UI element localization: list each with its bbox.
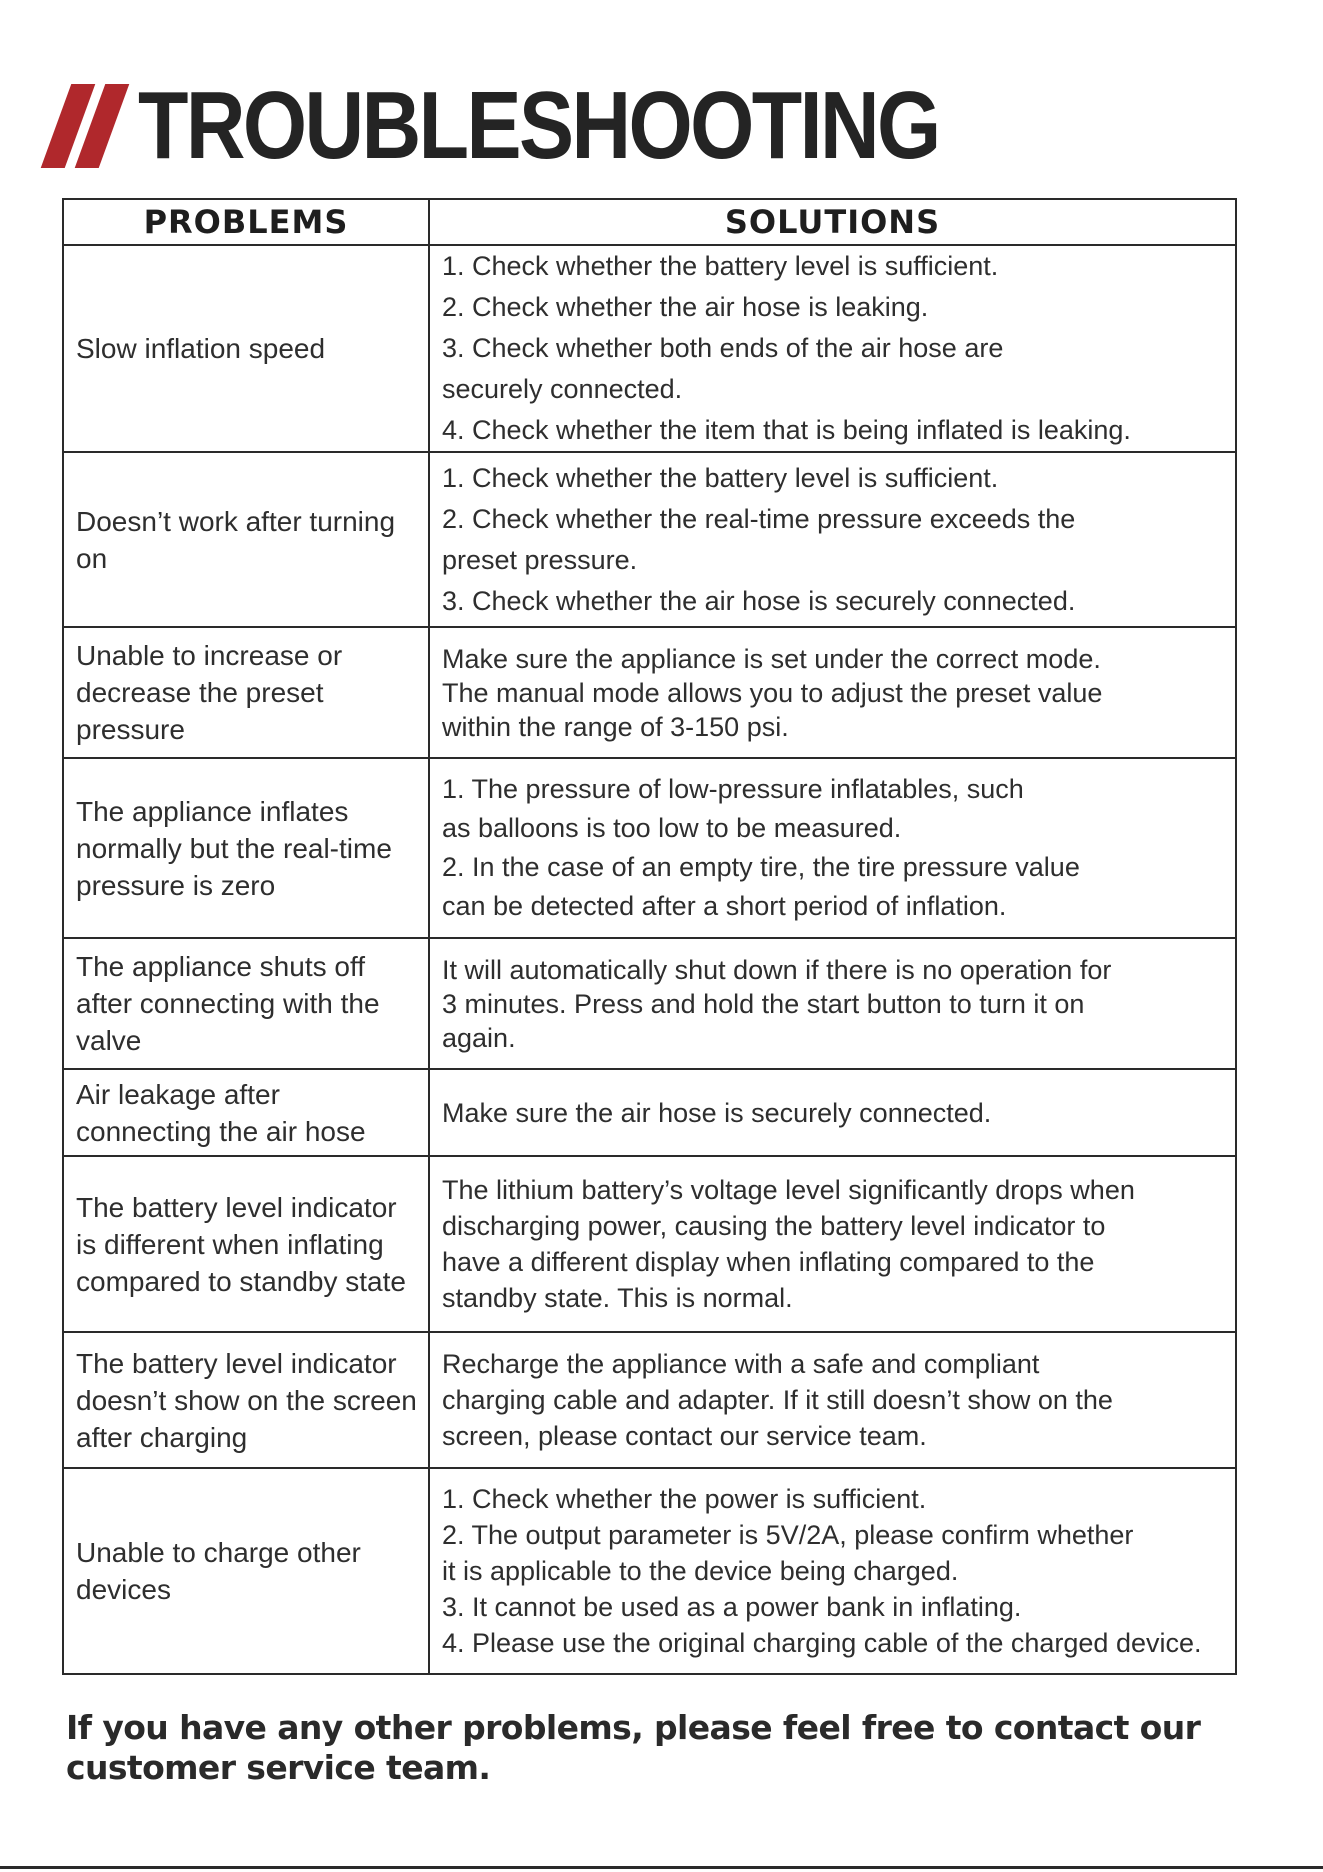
problem-cell: Air leakage after connecting the air hose bbox=[63, 1069, 429, 1156]
solution-line: Make sure the appliance is set under the correct mode. bbox=[442, 643, 1101, 674]
solution-line: securely connected. bbox=[442, 374, 683, 404]
solution-line: 2. In the case of an empty tire, the tire pressure value bbox=[442, 852, 1080, 882]
solution-line: Recharge the appliance with a safe and compliant bbox=[442, 1349, 1040, 1379]
solution-cell bbox=[429, 452, 1236, 627]
solution-cell bbox=[429, 938, 1236, 1069]
solution-cell bbox=[429, 1069, 1236, 1156]
problems-column-header: PROBLEMS bbox=[63, 199, 429, 245]
solution-line: again. bbox=[442, 1022, 516, 1053]
solution-line: It will automatically shut down if there is no operation for bbox=[442, 954, 1112, 985]
table-row bbox=[63, 758, 1236, 938]
solution-cell bbox=[429, 1332, 1236, 1468]
problem-cell: Doesn’t work after turning on bbox=[63, 452, 429, 627]
table-row bbox=[63, 1468, 1236, 1674]
problem-cell: The battery level indicator doesn’t show on the screen after charging bbox=[63, 1332, 429, 1468]
solution-line: as balloons is too low to be measured. bbox=[442, 813, 902, 843]
table-row bbox=[63, 1069, 1236, 1156]
problem-cell: Unable to charge other devices bbox=[63, 1468, 429, 1674]
solution-line: 1. Check whether the battery level is sufficient. bbox=[442, 462, 999, 493]
table-row bbox=[63, 627, 1236, 758]
table-row bbox=[63, 938, 1236, 1069]
solution-line: The manual mode allows you to adjust the preset value bbox=[442, 677, 1103, 708]
solution-line: 1. Check whether the battery level is sufficient. bbox=[442, 251, 999, 281]
solution-line: standby state. This is normal. bbox=[442, 1283, 793, 1313]
solution-line: 2. Check whether the real-time pressure exceeds the bbox=[442, 503, 1076, 534]
page-heading bbox=[56, 72, 1069, 179]
table-row bbox=[63, 452, 1236, 627]
solution-line: 3 minutes. Press and hold the start button to turn it on bbox=[442, 988, 1085, 1019]
problem-cell: The battery level indicator is different when inflating compared to standby state bbox=[63, 1156, 429, 1332]
table-row bbox=[63, 245, 1236, 452]
bottom-divider bbox=[0, 1866, 1323, 1869]
problem-cell: The appliance shuts off after connecting with the valve bbox=[63, 938, 429, 1069]
troubleshooting-table bbox=[62, 198, 1237, 1675]
solution-cell bbox=[429, 245, 1236, 452]
solution-line: 4. Please use the original charging cable of the charged device. bbox=[442, 1628, 1202, 1658]
table-header-row bbox=[63, 199, 1236, 245]
solution-line: preset pressure. bbox=[442, 544, 638, 575]
solution-line: The lithium battery’s voltage level significantly drops when bbox=[442, 1175, 1135, 1205]
solution-cell bbox=[429, 627, 1236, 758]
solution-line: charging cable and adapter. If it still doesn’t show on the bbox=[442, 1385, 1113, 1415]
solution-cell bbox=[429, 1156, 1236, 1332]
solutions-column-header: SOLUTIONS bbox=[429, 199, 1236, 245]
solution-line: 2. The output parameter is 5V/2A, please confirm whether bbox=[442, 1520, 1134, 1550]
solution-line: Make sure the air hose is securely connected. bbox=[442, 1097, 992, 1128]
solution-line: have a different display when inflating compared to the bbox=[442, 1247, 1095, 1277]
problem-cell: Slow inflation speed bbox=[63, 245, 429, 452]
solution-line: within the range of 3-150 psi. bbox=[442, 711, 789, 742]
table-row bbox=[63, 1332, 1236, 1468]
solution-line: 3. Check whether the air hose is securely connected. bbox=[442, 585, 1076, 616]
table-row bbox=[63, 1156, 1236, 1332]
problem-cell: The appliance inflates normally but the real-time pressure is zero bbox=[63, 758, 429, 938]
contact-note: If you have any other problems, please feel free to contact our customer service team. bbox=[66, 1708, 1201, 1787]
solution-line: 1. Check whether the power is sufficient. bbox=[442, 1484, 927, 1514]
solution-line: 3. It cannot be used as a power bank in inflating. bbox=[442, 1592, 1022, 1622]
solution-line: discharging power, causing the battery level indicator to bbox=[442, 1211, 1106, 1241]
solution-line: 1. The pressure of low-pressure inflatables, such bbox=[442, 774, 1024, 804]
solution-line: screen, please contact our service team. bbox=[442, 1421, 927, 1451]
solution-cell bbox=[429, 758, 1236, 938]
page-title: TROUBLESHOOTING bbox=[138, 72, 939, 179]
solution-line: it is applicable to the device being charged. bbox=[442, 1556, 959, 1586]
double-slash-icon bbox=[56, 84, 124, 168]
problem-cell: Unable to increase or decrease the preset pressure bbox=[63, 627, 429, 758]
solution-line: 3. Check whether both ends of the air hose are bbox=[442, 333, 1004, 363]
solution-line: 2. Check whether the air hose is leaking. bbox=[442, 292, 929, 322]
solution-cell bbox=[429, 1468, 1236, 1674]
solution-line: can be detected after a short period of inflation. bbox=[442, 891, 1007, 921]
solution-line: 4. Check whether the item that is being inflated is leaking. bbox=[442, 415, 1131, 445]
